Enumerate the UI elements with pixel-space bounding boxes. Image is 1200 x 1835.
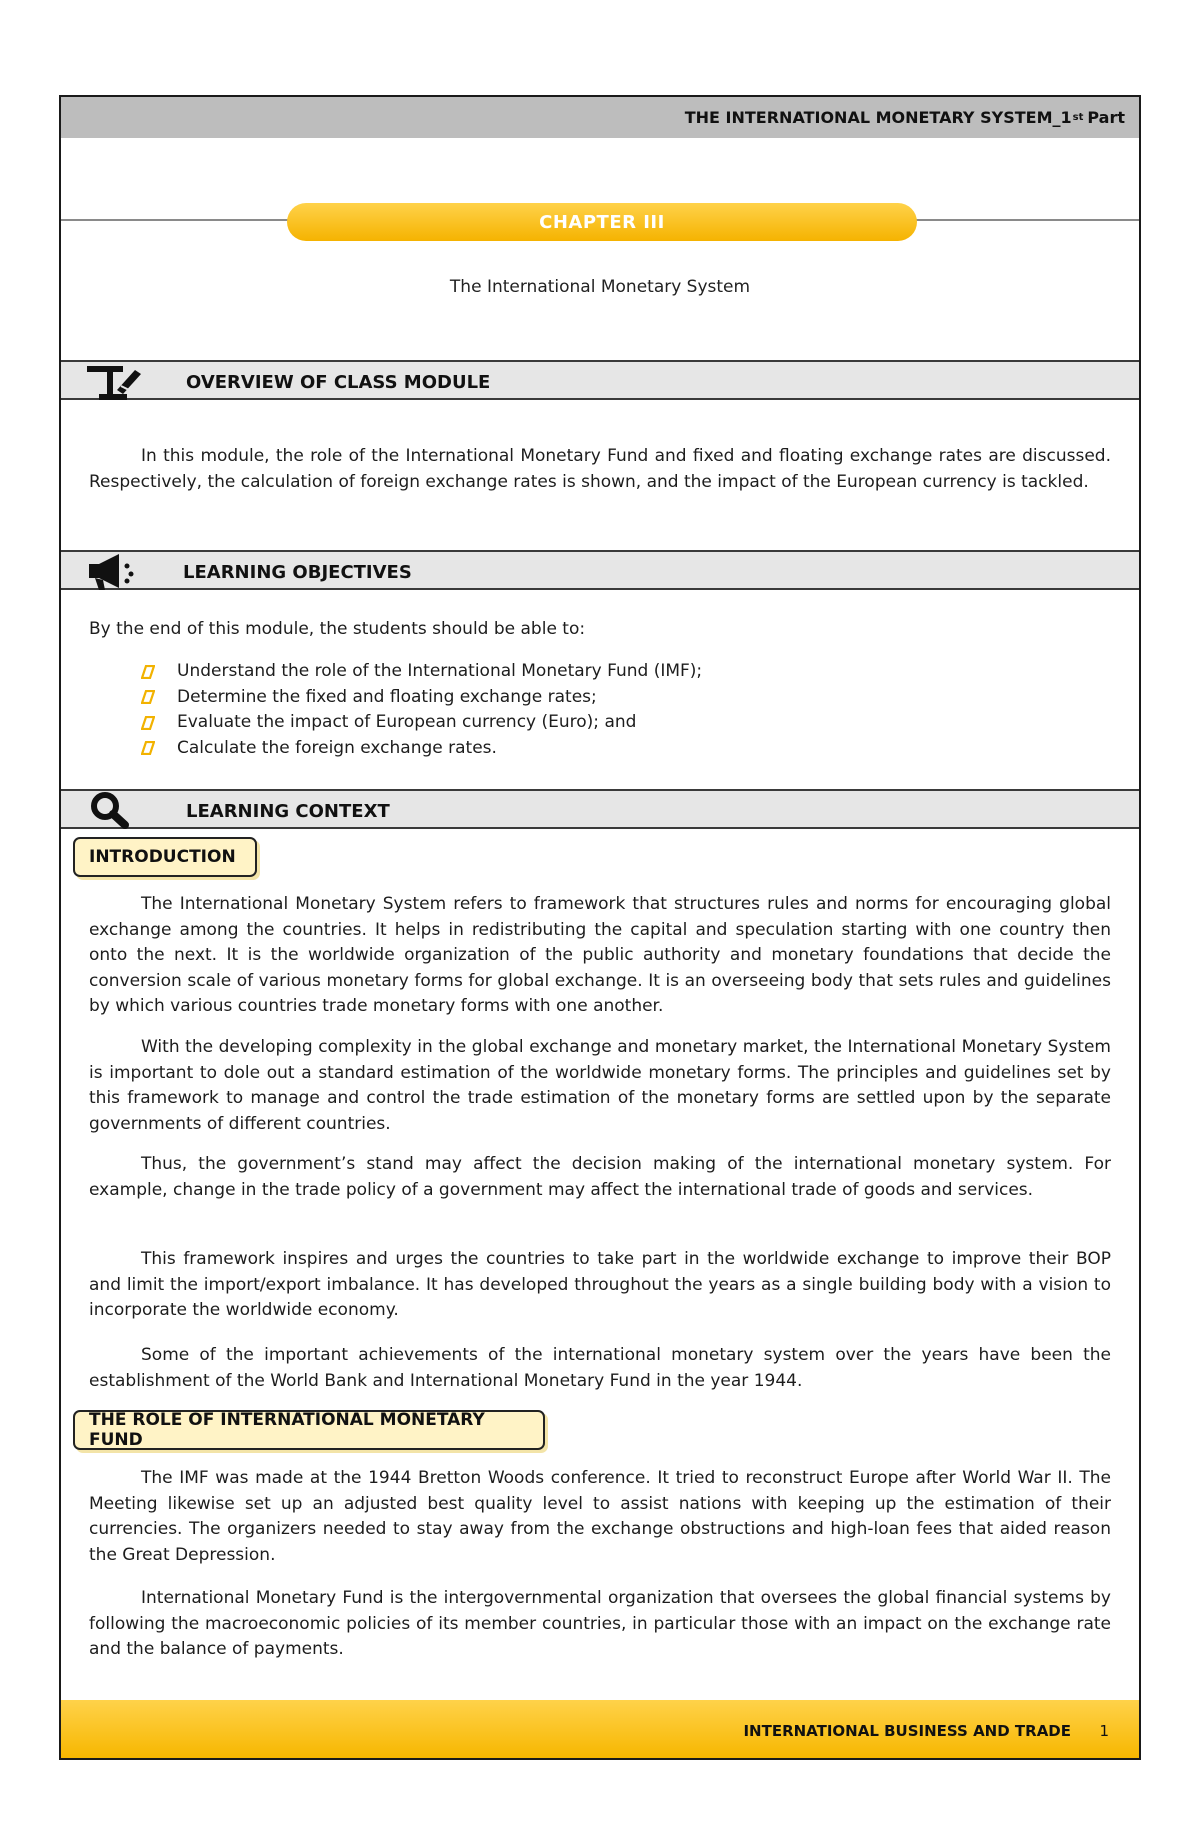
pencil-bullet-icon: [141, 690, 155, 704]
imf-role-label: THE ROLE OF INTERNATIONAL MONETARY FUND: [73, 1410, 545, 1450]
overview-section-header: [61, 360, 1139, 400]
list-item: [141, 685, 702, 711]
objectives-intro: By the end of this module, the students should be able to:: [89, 619, 586, 639]
footer-bar: [61, 1700, 1139, 1758]
intro-paragraph-1: The International Monetary System refers to framework that structures rules and norms for encouraging global exchange among the countries. It helps in redistributing the capital and speculation starting with one country then onto the next. It is the worldwide organization of the public authority and monetary foundations that decide the conversion scale of various monetary forms for global exchange. It is an overseeing body that sets rules and guidelines by which various countries trade monetary forms with one another.: [89, 894, 1111, 1016]
writing-hand-icon: [83, 360, 145, 402]
header-title: THE INTERNATIONAL MONETARY SYSTEM_1: [684, 108, 1072, 127]
pencil-bullet-icon: [141, 716, 155, 730]
pencil-bullet-icon: [141, 665, 155, 679]
context-title: LEARNING CONTEXT: [186, 801, 390, 822]
overview-text: In this module, the role of the International Monetary Fund and fixed and floating exchange rates are discussed. Respectively, the calculation of foreign exchange rates is shown, and the impact of the European currency is tackled.: [89, 446, 1111, 492]
header-superscript: st: [1072, 112, 1084, 123]
objectives-list: [141, 659, 702, 761]
intro-paragraph-4: This framework inspires and urges the countries to take part in the worldwide exchange to improve their BOP and limit the import/export imbalance. It has developed throughout the years as a single building body with a vision to incorporate the worldwide economy.: [89, 1249, 1111, 1320]
megaphone-icon: [83, 550, 145, 592]
objective-text: Evaluate the impact of European currency (Euro); and: [177, 712, 637, 732]
running-header: [61, 97, 1139, 138]
objective-text: Determine the fixed and floating exchange rates;: [177, 686, 597, 707]
page-number: 1: [1099, 1722, 1109, 1740]
intro-paragraph-5: Some of the important achievements of the international monetary system over the years have been the establishment of the World Bank and International Monetary Fund in the year 1944.: [89, 1345, 1111, 1391]
list-item: [141, 736, 702, 762]
objective-text: Understand the role of the International Monetary Fund (IMF);: [177, 661, 703, 681]
header-suffix: Part: [1087, 108, 1125, 127]
intro-paragraph-2: With the developing complexity in the global exchange and monetary market, the International Monetary System is important to dole out a standard estimation of the worldwide monetary forms. The principles and guidelines set by this framework to manage and control the trade estimation of the monetary forms are settled upon by the separate governments of different countries.: [89, 1037, 1111, 1134]
overview-title: OVERVIEW OF CLASS MODULE: [186, 372, 491, 393]
chapter-label: CHAPTER III: [287, 203, 917, 241]
objectives-title: LEARNING OBJECTIVES: [183, 562, 412, 583]
list-item: [141, 710, 702, 736]
context-section-header: [61, 789, 1139, 829]
chapter-subtitle: The International Monetary System: [449, 277, 751, 297]
imf-paragraph-2: International Monetary Fund is the intergovernmental organization that oversees the global financial systems by following the macroeconomic policies of its member countries, in particular those with an impact on the exchange rate and the balance of payments.: [89, 1588, 1111, 1659]
objective-text: Calculate the foreign exchange rates.: [177, 737, 497, 758]
intro-paragraph-3: Thus, the government’s stand may affect the decision making of the international monetary system. For example, change in the trade policy of a government may affect the international trade of goods and services.: [89, 1154, 1111, 1200]
objectives-section-header: [61, 550, 1139, 590]
introduction-label: INTRODUCTION: [73, 837, 257, 877]
imf-paragraph-1: The IMF was made at the 1944 Bretton Woods conference. It tried to reconstruct Europe after World War II. The Meeting likewise set up an adjusted best quality level to assist nations with keeping up the estimation of their currencies. The organizers needed to stay away from the exchange obstructions and high-loan fees that aided reason the Great Depression.: [89, 1468, 1111, 1565]
page-frame: [59, 95, 1141, 1760]
footer-course-title: INTERNATIONAL BUSINESS AND TRADE: [743, 1722, 1071, 1740]
list-item: [141, 659, 702, 685]
pencil-bullet-icon: [141, 741, 155, 755]
magnifier-icon: [83, 789, 145, 831]
